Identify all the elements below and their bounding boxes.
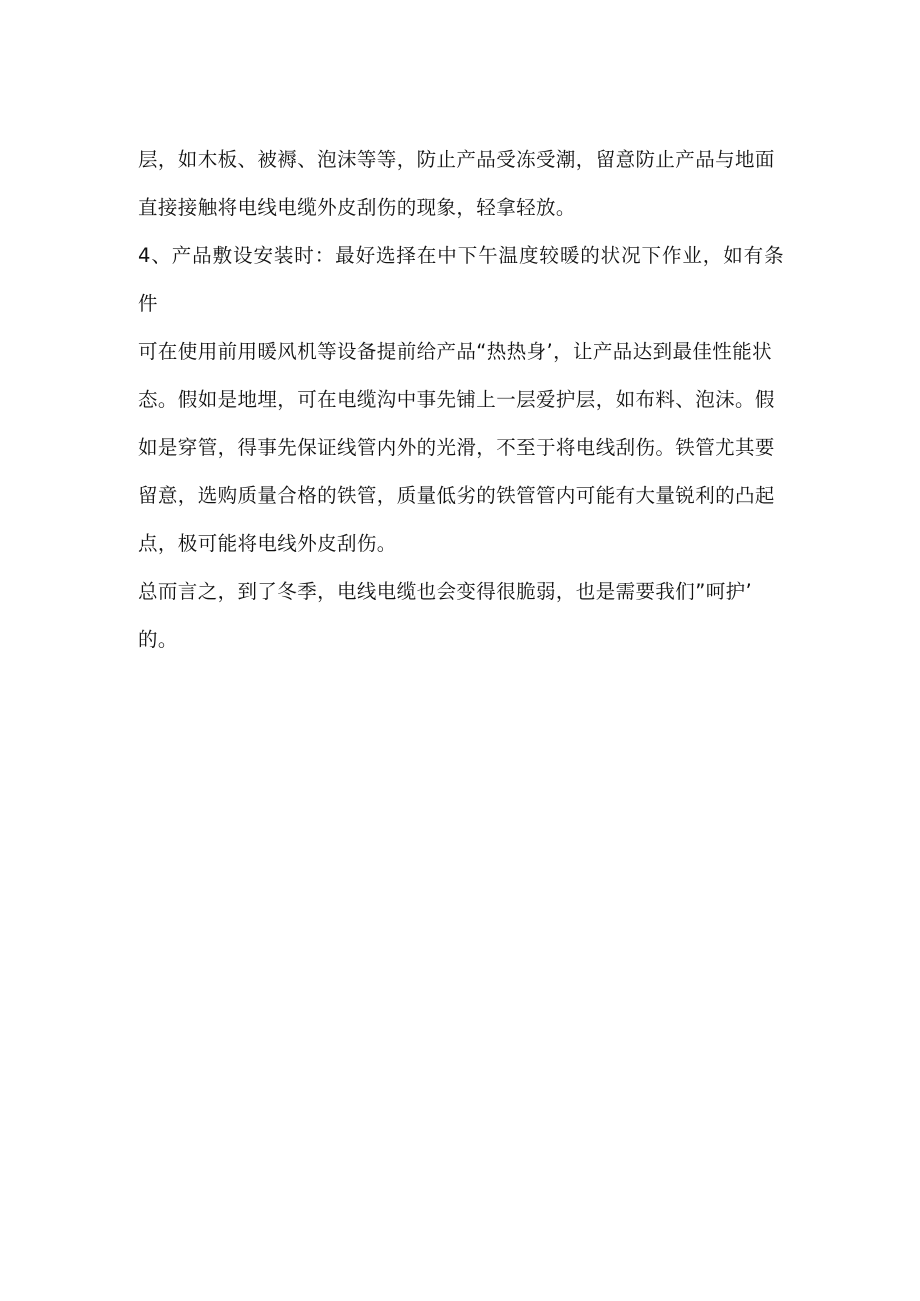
text-line: 如是穿管，得事先保证线管内外的光滑，不至于将电线刮伤。铁管尤其要 [138,436,775,459]
text-line: 层，如木板、被褥、泡沫等等，防止产品受冻受潮，留意防止产品与地面 [138,148,775,171]
paragraph-installation [138,232,784,568]
document-body [138,136,784,664]
text-line: 态。假如是地埋，可在电缆沟中事先铺上一层爱护层，如布料、泡沫。假 [138,388,775,411]
text-line: 留意，选购质量合格的铁管，质量低劣的铁管管内可能有大量锐利的凸起 [138,484,775,507]
text-line: 可在使用前用暖风机等设备提前给产品“热热身’，让产品达到最佳性能状 [138,340,773,363]
text-line: 的。 [138,628,178,651]
paragraph-summary [138,568,784,664]
text-line: 点，极可能将电线外皮刮伤。 [138,532,397,555]
paragraph-storage-protection [138,136,784,232]
text-line: 4、产品敷设安装时：最好选择在中下午温度较暖的状况下作业，如有条件 [138,244,784,315]
text-line: 直接接触将电线电缆外皮刮伤的现象，轻拿轻放。 [138,196,576,219]
text-line: 总而言之，到了冬季，电线电缆也会变得很脆弱，也是需要我们”呵护’ [138,580,753,603]
